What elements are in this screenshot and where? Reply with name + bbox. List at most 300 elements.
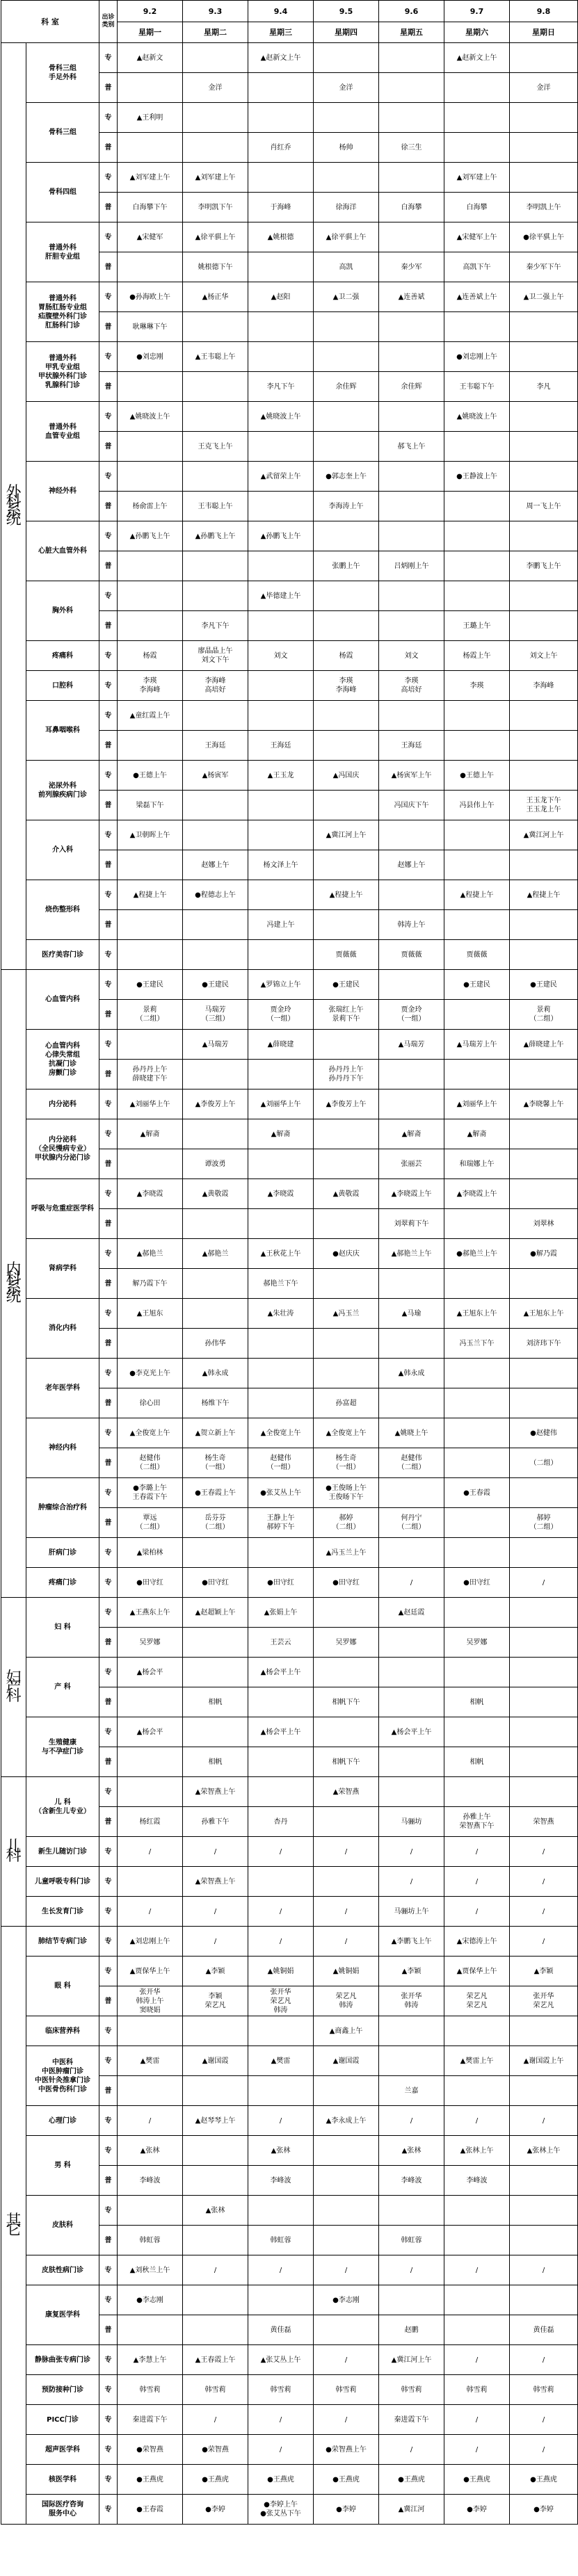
schedule-cell — [444, 73, 510, 103]
schedule-cell — [510, 910, 578, 940]
schedule-cell: / — [314, 1837, 379, 1867]
schedule-cell — [183, 2166, 248, 2196]
schedule-cell — [183, 1209, 248, 1239]
schedule-cell: ▲程捷上午 — [444, 880, 510, 910]
table-row — [1, 1957, 578, 1986]
schedule-cell: 韩虹蓉 — [248, 2226, 314, 2255]
schedule-cell: 韩雪莉 — [183, 2375, 248, 2405]
schedule-cell — [444, 2285, 510, 2315]
weekday-header: 星期二 — [183, 22, 248, 43]
schedule-cell — [248, 791, 314, 820]
department-name: 皮肤性病门诊 — [26, 2255, 99, 2285]
schedule-cell: / — [510, 2255, 578, 2285]
schedule-cell — [379, 402, 444, 432]
schedule-cell: ●王燕虎 — [444, 2465, 510, 2495]
weekday-header: 星期三 — [248, 22, 314, 43]
schedule-cell: / — [444, 1867, 510, 1897]
schedule-cell: ▲樊雷 — [118, 2046, 183, 2076]
schedule-cell — [510, 2166, 578, 2196]
schedule-cell: 孙雅下午 — [183, 1807, 248, 1837]
schedule-cell: / — [379, 2255, 444, 2285]
schedule-cell — [183, 820, 248, 850]
schedule-cell — [510, 1149, 578, 1179]
schedule-cell — [314, 1030, 379, 1060]
visit-type-general: 普 — [99, 492, 118, 521]
schedule-cell: / — [314, 2345, 379, 2375]
schedule-cell — [183, 1717, 248, 1747]
schedule-cell: 杨文泽上午 — [248, 850, 314, 880]
department-name: 肝病门诊 — [26, 1538, 99, 1568]
schedule-cell: 徐三生 — [379, 133, 444, 163]
schedule-cell: ▲张林上午 — [510, 2136, 578, 2166]
schedule-cell: 李海峰 高培好 — [183, 671, 248, 701]
schedule-cell — [183, 2136, 248, 2166]
schedule-cell — [379, 2196, 444, 2226]
visit-type-expert: 专 — [99, 880, 118, 910]
department-name: 预防接种门诊 — [26, 2375, 99, 2405]
schedule-cell: 孙丹丹上午 孙丹丹下午 — [314, 1060, 379, 1089]
schedule-cell — [118, 2315, 183, 2345]
visit-type-general: 普 — [99, 1209, 118, 1239]
schedule-cell: ▲杨会平上午 — [379, 1717, 444, 1747]
schedule-cell: ●田守红 — [444, 1568, 510, 1598]
schedule-cell — [510, 1359, 578, 1388]
schedule-cell — [379, 1658, 444, 1687]
schedule-cell: 刘文上午 — [510, 641, 578, 671]
schedule-cell: / — [510, 1897, 578, 1927]
schedule-cell: 韩虹蓉 — [379, 2226, 444, 2255]
schedule-cell: ▲冀江河 — [379, 2495, 444, 2525]
schedule-cell: 赵娜上午 — [183, 850, 248, 880]
schedule-cell: / — [183, 2255, 248, 2285]
department-name: 呼吸与危重症医学科 — [26, 1179, 99, 1239]
schedule-cell: 高凯 — [314, 252, 379, 282]
schedule-cell: ▲冀江河上午 — [379, 2345, 444, 2375]
schedule-cell: / — [314, 1927, 379, 1957]
schedule-cell — [444, 1658, 510, 1687]
schedule-cell: 白海攀 — [444, 193, 510, 222]
schedule-cell: ▲韩永成 — [183, 1359, 248, 1388]
category-label: 其它 — [1, 1927, 26, 2525]
table-row — [1, 1897, 578, 1927]
schedule-cell — [510, 1478, 578, 1508]
schedule-cell — [248, 1687, 314, 1717]
visit-type-general: 普 — [99, 133, 118, 163]
schedule-cell: ●王建民 — [510, 970, 578, 1000]
schedule-cell: 李颖 荣艺凡 — [183, 1986, 248, 2016]
schedule-cell — [183, 1538, 248, 1568]
schedule-cell: 张鹏上午 — [314, 551, 379, 581]
schedule-cell — [444, 581, 510, 611]
schedule-cell: / — [183, 2405, 248, 2435]
visit-type-general: 普 — [99, 1448, 118, 1478]
schedule-cell: / — [248, 1927, 314, 1957]
schedule-cell: / — [183, 1837, 248, 1867]
schedule-cell — [510, 1269, 578, 1299]
schedule-cell: ▲姚铜娟 — [248, 1957, 314, 1986]
visit-type-general: 普 — [99, 372, 118, 402]
schedule-cell — [444, 133, 510, 163]
schedule-cell: / — [510, 2106, 578, 2136]
schedule-cell — [379, 43, 444, 73]
schedule-cell: ▲杨寅军上午 — [379, 761, 444, 791]
schedule-cell — [444, 1418, 510, 1448]
table-row — [1, 103, 578, 133]
table-row — [1, 1299, 578, 1329]
schedule-cell: ▲冯玉兰 — [314, 1299, 379, 1329]
schedule-cell — [379, 342, 444, 372]
schedule-cell: ●刘忠刚 — [118, 342, 183, 372]
schedule-cell: ▲赵新文上午 — [248, 43, 314, 73]
schedule-cell: ●解乃霞 — [510, 1239, 578, 1269]
schedule-cell: ▲赵琴琴上午 — [183, 2106, 248, 2136]
visit-type-general: 普 — [99, 551, 118, 581]
schedule-cell: 李峰波 — [444, 2166, 510, 2196]
table-row — [1, 342, 578, 372]
schedule-cell — [248, 432, 314, 462]
schedule-cell — [118, 2076, 183, 2106]
schedule-cell — [248, 163, 314, 193]
visit-type-expert: 专 — [99, 1478, 118, 1508]
schedule-cell: 肖红乔 — [248, 133, 314, 163]
schedule-cell — [444, 1209, 510, 1239]
visit-type-expert: 专 — [99, 1717, 118, 1747]
schedule-cell: ●孙海欧上午 — [118, 282, 183, 312]
schedule-cell: / — [118, 1837, 183, 1867]
schedule-cell: 韩雪莉 — [248, 2375, 314, 2405]
visit-type-general: 普 — [99, 193, 118, 222]
schedule-cell: ▲樊雷 — [248, 2046, 314, 2076]
table-row — [1, 402, 578, 432]
schedule-cell: 王海廷 — [248, 731, 314, 761]
schedule-cell — [444, 2076, 510, 2106]
schedule-cell — [118, 432, 183, 462]
schedule-cell: ▲宋健军上午 — [444, 222, 510, 252]
schedule-cell: ▲解斋 — [379, 1119, 444, 1149]
schedule-cell: ▲姚铜娟 — [314, 1957, 379, 1986]
schedule-cell: / — [444, 2255, 510, 2285]
schedule-cell — [314, 1658, 379, 1687]
department-name: 男 科 — [26, 2136, 99, 2196]
weekday-header: 星期一 — [118, 22, 183, 43]
schedule-cell: 赵健伟 （一组） — [248, 1448, 314, 1478]
schedule-cell — [510, 581, 578, 611]
schedule-cell: 杨维下午 — [183, 1388, 248, 1418]
table-row — [1, 1538, 578, 1568]
schedule-cell: ▲徐平骐上午 — [314, 222, 379, 252]
visit-type-general: 普 — [99, 1628, 118, 1658]
schedule-cell: ▲王旭东 — [118, 1299, 183, 1329]
schedule-cell — [314, 163, 379, 193]
schedule-cell — [118, 551, 183, 581]
schedule-cell: ▲张艾丛上午 — [248, 2345, 314, 2375]
visit-type-expert: 专 — [99, 2196, 118, 2226]
schedule-cell: 韩雪莉 — [118, 2375, 183, 2405]
table-row — [1, 282, 578, 312]
schedule-cell — [314, 2166, 379, 2196]
schedule-cell — [444, 1508, 510, 1538]
table-row — [1, 1867, 578, 1897]
schedule-cell — [379, 1538, 444, 1568]
schedule-cell: ▲徐平骐上午 — [183, 222, 248, 252]
visit-type-expert: 专 — [99, 820, 118, 850]
visit-type-expert: 专 — [99, 970, 118, 1000]
schedule-cell: ▲张林 — [248, 2136, 314, 2166]
schedule-cell: 余佳辉 — [379, 372, 444, 402]
department-name: 产 科 — [26, 1658, 99, 1717]
schedule-cell: 李凡下午 — [183, 611, 248, 641]
schedule-cell: 荣艺凡 荣艺凡 — [444, 1986, 510, 2016]
visit-type-expert: 专 — [99, 43, 118, 73]
schedule-cell — [444, 1388, 510, 1418]
schedule-cell: ▲张娟上午 — [248, 1598, 314, 1628]
weekday-header: 星期五 — [379, 22, 444, 43]
visit-type-expert: 专 — [99, 1538, 118, 1568]
department-name: 普通外科 胃肠肛肠专业组 疝腹壁外科门诊 肛肠科门诊 — [26, 282, 99, 342]
schedule-cell: 秦进霞下午 — [379, 2405, 444, 2435]
table-row — [1, 2285, 578, 2315]
schedule-cell: ●李婷 — [314, 2495, 379, 2525]
schedule-cell: 韩雪莉 — [444, 2375, 510, 2405]
schedule-cell — [379, 1687, 444, 1717]
schedule-cell: ●王俊旸上午 王俊旸下午 — [314, 1478, 379, 1508]
schedule-cell — [379, 103, 444, 133]
department-name: 神经内科 — [26, 1418, 99, 1478]
schedule-cell: 赵健伟 （二组） — [118, 1448, 183, 1478]
schedule-cell — [444, 910, 510, 940]
table-row — [1, 1239, 578, 1269]
visit-type-expert: 专 — [99, 282, 118, 312]
schedule-cell: 杏丹 — [248, 1807, 314, 1837]
schedule-cell — [444, 103, 510, 133]
schedule-cell — [379, 2285, 444, 2315]
schedule-cell: / — [248, 2405, 314, 2435]
department-name: PICC门诊 — [26, 2405, 99, 2435]
visit-type-expert: 专 — [99, 1897, 118, 1927]
schedule-cell — [183, 1119, 248, 1149]
visit-type-general: 普 — [99, 2166, 118, 2196]
schedule-cell: / — [248, 2435, 314, 2465]
schedule-cell: ▲李颖 — [379, 1957, 444, 1986]
schedule-cell — [248, 103, 314, 133]
department-name: 生殖健康 与不孕症门诊 — [26, 1717, 99, 1777]
schedule-cell: ▲冯国庆 — [314, 761, 379, 791]
schedule-cell: ●徐平骐上午 — [510, 222, 578, 252]
table-row — [1, 761, 578, 791]
schedule-cell — [379, 820, 444, 850]
schedule-cell — [510, 761, 578, 791]
schedule-cell: 景莉 （二组） — [510, 1000, 578, 1030]
visit-type-general: 普 — [99, 432, 118, 462]
schedule-cell: ▲李颖 — [183, 1957, 248, 1986]
schedule-cell: ●李克光上午 — [118, 1359, 183, 1388]
table-row — [1, 970, 578, 1000]
visit-type-expert: 专 — [99, 1299, 118, 1329]
schedule-cell: ▲荣智燕上午 — [183, 1777, 248, 1807]
weekday-header: 星期四 — [314, 22, 379, 43]
schedule-cell — [118, 611, 183, 641]
schedule-cell — [510, 1687, 578, 1717]
schedule-cell: / — [444, 1897, 510, 1927]
department-name: 介入科 — [26, 820, 99, 880]
schedule-cell — [248, 1329, 314, 1359]
schedule-cell — [444, 1538, 510, 1568]
table-row — [1, 880, 578, 910]
schedule-cell — [314, 611, 379, 641]
schedule-cell: ●刘忠刚上午 — [444, 342, 510, 372]
schedule-cell: ▲连善斌 — [379, 282, 444, 312]
visit-type-general: 普 — [99, 791, 118, 820]
schedule-cell — [118, 252, 183, 282]
schedule-cell: （二组） — [510, 1448, 578, 1478]
schedule-cell — [510, 850, 578, 880]
schedule-cell: 李明凯上午 — [510, 193, 578, 222]
visit-type-general: 普 — [99, 731, 118, 761]
category-label: 内科系统 — [1, 970, 26, 1598]
visit-type-expert: 专 — [99, 671, 118, 701]
schedule-cell — [183, 2226, 248, 2255]
schedule-cell: ▲薛晓建上午 — [510, 1030, 578, 1060]
schedule-cell — [183, 940, 248, 970]
schedule-cell: ▲马瑞芳上午 — [444, 1030, 510, 1060]
schedule-cell — [444, 1777, 510, 1807]
schedule-cell — [183, 551, 248, 581]
schedule-cell: ▲解斋 — [444, 1119, 510, 1149]
visit-type-expert: 专 — [99, 1239, 118, 1269]
schedule-cell — [510, 342, 578, 372]
schedule-cell — [510, 1658, 578, 1687]
schedule-cell: ▲李晓霞上午 — [379, 1179, 444, 1209]
schedule-cell — [314, 1717, 379, 1747]
visit-type-general: 普 — [99, 1060, 118, 1089]
department-name: 核医学科 — [26, 2465, 99, 2495]
table-row — [1, 1777, 578, 1807]
schedule-cell — [510, 1060, 578, 1089]
department-name: 消化内科 — [26, 1299, 99, 1359]
schedule-cell — [379, 1269, 444, 1299]
date-header: 9.4 — [248, 1, 314, 22]
schedule-cell: 相帆下午 — [314, 1747, 379, 1777]
visit-type-expert: 专 — [99, 1927, 118, 1957]
visit-type-expert: 专 — [99, 1867, 118, 1897]
schedule-cell: ▲刘秋兰上午 — [118, 2255, 183, 2285]
schedule-cell: 徐心田 — [118, 1388, 183, 1418]
schedule-cell — [248, 1209, 314, 1239]
schedule-cell: ▲赵新文 — [118, 43, 183, 73]
schedule-cell: 秦少军 — [379, 252, 444, 282]
table-row — [1, 2196, 578, 2226]
table-row — [1, 1927, 578, 1957]
table-row — [1, 163, 578, 193]
department-name: 肺结节专病门诊 — [26, 1927, 99, 1957]
schedule-cell: ▲孙鹏飞上午 — [248, 521, 314, 551]
schedule-cell — [444, 1000, 510, 1030]
schedule-cell: ●王静波上午 — [444, 462, 510, 492]
schedule-cell: ●赵庆庆 — [314, 1239, 379, 1269]
visit-type-general: 普 — [99, 252, 118, 282]
visit-type-expert: 专 — [99, 581, 118, 611]
visit-type-expert: 专 — [99, 2465, 118, 2495]
schedule-cell — [118, 372, 183, 402]
schedule-cell: / — [183, 1897, 248, 1927]
visit-type-expert: 专 — [99, 1598, 118, 1628]
schedule-cell: 杨红霞 — [118, 1807, 183, 1837]
schedule-cell: 李明凯下午 — [183, 193, 248, 222]
schedule-cell: ●王春霞 — [118, 2495, 183, 2525]
visit-type-expert: 专 — [99, 2495, 118, 2525]
schedule-cell: 吴罗娜 — [444, 1628, 510, 1658]
schedule-cell: / — [379, 2106, 444, 2136]
department-name: 内分泌科 （全民慢病专业） 甲状腺内分泌门诊 — [26, 1119, 99, 1179]
schedule-cell: ▲连善斌上午 — [444, 282, 510, 312]
table-row — [1, 1359, 578, 1388]
schedule-cell — [118, 940, 183, 970]
schedule-cell: ●赵健伟 — [510, 1418, 578, 1448]
schedule-cell — [510, 2016, 578, 2046]
schedule-cell — [248, 551, 314, 581]
table-row — [1, 1119, 578, 1149]
schedule-cell: 杨生奇 （一组） — [314, 1448, 379, 1478]
schedule-cell: ▲杨寅军 — [183, 761, 248, 791]
schedule-cell — [510, 1179, 578, 1209]
schedule-cell — [314, 731, 379, 761]
schedule-cell: ▲王旭东上午 — [510, 1299, 578, 1329]
schedule-cell — [379, 880, 444, 910]
visit-type-expert: 专 — [99, 462, 118, 492]
schedule-cell — [314, 850, 379, 880]
schedule-cell: ●荣智燕 — [183, 2435, 248, 2465]
schedule-cell: 兰嘉 — [379, 2076, 444, 2106]
schedule-cell: ▲罗锦立上午 — [248, 970, 314, 1000]
schedule-cell — [379, 1747, 444, 1777]
schedule-cell: ▲毕德建上午 — [248, 581, 314, 611]
schedule-cell: ●李婷 — [444, 2495, 510, 2525]
schedule-cell: ▲李晓霞 — [118, 1179, 183, 1209]
table-row — [1, 1478, 578, 1508]
schedule-cell — [248, 1060, 314, 1089]
schedule-cell — [118, 910, 183, 940]
schedule-cell: ●王春霞 — [444, 1478, 510, 1508]
department-name: 烧伤整形科 — [26, 880, 99, 940]
department-name: 口腔科 — [26, 671, 99, 701]
schedule-cell: ●王燕虎 — [510, 2465, 578, 2495]
table-row — [1, 2136, 578, 2166]
schedule-cell: ▲童红霞上午 — [118, 701, 183, 731]
schedule-cell — [444, 1598, 510, 1628]
table-row — [1, 701, 578, 731]
department-name: 临床营养科 — [26, 2016, 99, 2046]
schedule-cell — [118, 2016, 183, 2046]
schedule-cell: ▲梁柏林 — [118, 1538, 183, 1568]
schedule-cell: / — [510, 1927, 578, 1957]
schedule-cell — [248, 611, 314, 641]
schedule-cell — [379, 521, 444, 551]
table-row — [1, 641, 578, 671]
schedule-cell: 高凯下午 — [444, 252, 510, 282]
schedule-cell: ▲程捷上午 — [118, 880, 183, 910]
schedule-cell — [510, 402, 578, 432]
schedule-cell: / — [510, 1568, 578, 1598]
schedule-cell — [183, 2076, 248, 2106]
schedule-cell: ▲解斋 — [248, 1119, 314, 1149]
visit-type-expert: 专 — [99, 2136, 118, 2166]
schedule-cell: 王静上午 郝婷下午 — [248, 1508, 314, 1538]
schedule-cell — [248, 2285, 314, 2315]
schedule-cell — [314, 581, 379, 611]
schedule-cell: ▲樊雷上午 — [444, 2046, 510, 2076]
schedule-cell — [314, 432, 379, 462]
table-row — [1, 820, 578, 850]
